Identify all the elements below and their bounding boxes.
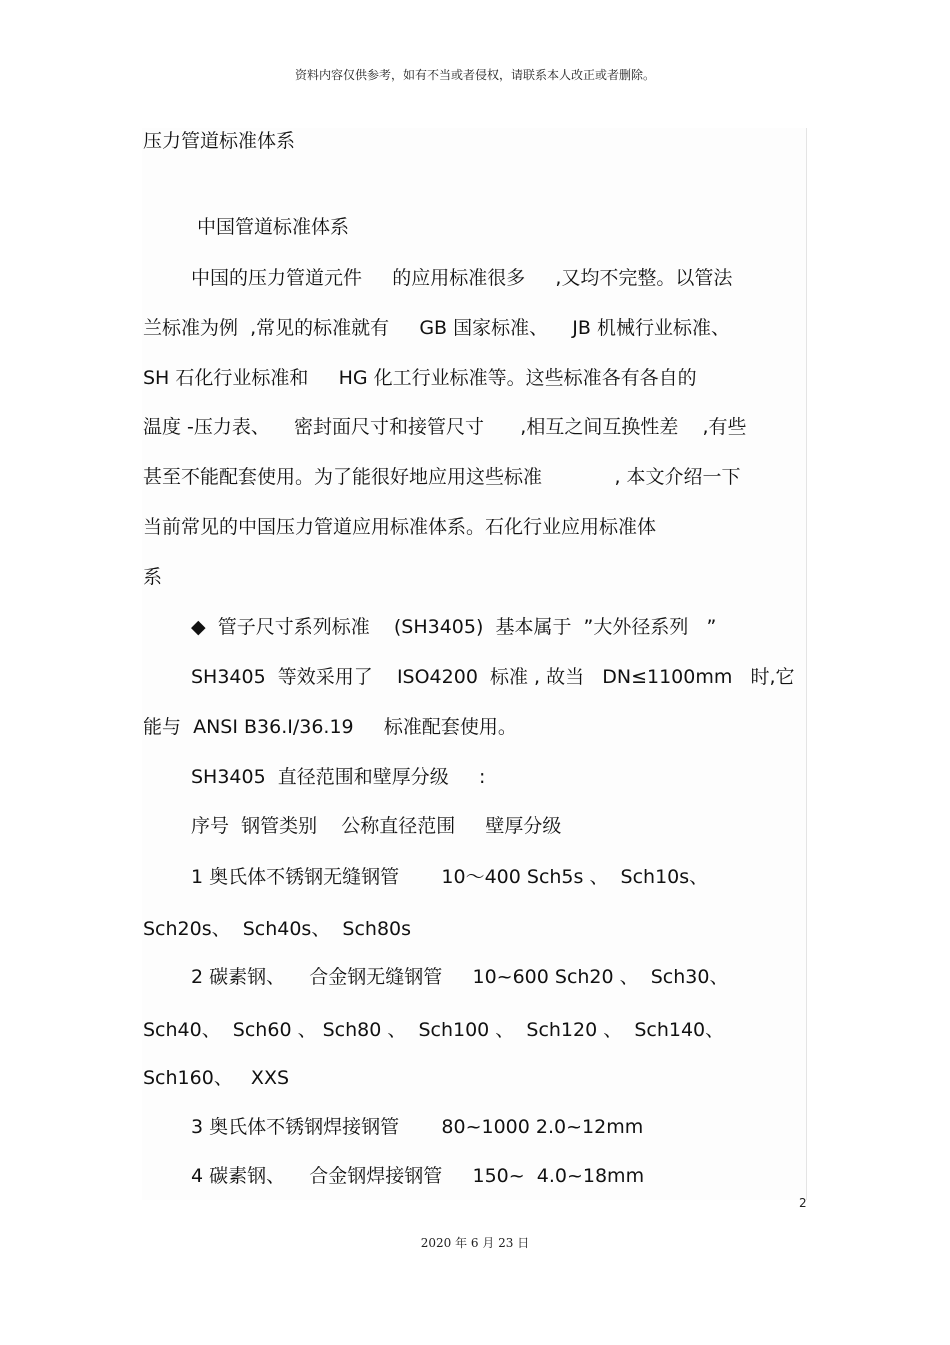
- paragraph-line: SH 石化行业标准和 HG 化工行业标准等。这些标准各有各自的: [143, 367, 697, 389]
- footer-date: 2020 年 6 月 23 日: [420, 1236, 530, 1250]
- paragraph-line: 兰标准为例 ,常见的标准就有 GB 国家标准、 JB 机械行业标准、: [143, 317, 730, 339]
- table-row-line: Sch160、 XXS: [143, 1067, 290, 1089]
- paragraph-line: 能与 ANSI B36.I/36.19 标准配套使用。: [143, 716, 517, 738]
- table-row-line: Sch40、 Sch60 、 Sch80 、 Sch100 、 Sch120 、 Sch140、: [143, 1019, 725, 1041]
- table-header-line: 序号 钢管类别 公称直径范围 壁厚分级: [191, 815, 562, 837]
- paragraph-line: 中国的压力管道元件 的应用标准很多 ,又均不完整。以管法: [191, 267, 733, 289]
- paragraph-line: 温度 -压力表、 密封面尺寸和接管尺寸 ,相互之间互换性差 ,有些: [143, 416, 747, 438]
- table-row-line: 4 碳素钢、 合金钢焊接钢管 150~ 4.0~18mm: [191, 1165, 645, 1187]
- paragraph-line: 系: [143, 566, 163, 588]
- section-heading: 中国管道标准体系: [197, 216, 350, 238]
- paragraph-line: 当前常见的中国压力管道应用标准体系。石化行业应用标准体: [143, 516, 657, 538]
- table-row-line: 2 碳素钢、 合金钢无缝钢管 10~600 Sch20 、 Sch30、: [191, 966, 729, 988]
- paragraph-line: 甚至不能配套使用。为了能很好地应用这些标准 , 本文介绍一下: [143, 466, 741, 488]
- header-disclaimer: 资料内容仅供参考，如有不当或者侵权，请联系本人改正或者删除。: [294, 68, 655, 82]
- doc-title: 压力管道标准体系: [143, 130, 296, 152]
- table-row-line: 1 奥氏体不锈钢无缝钢管 10～400 Sch5s 、 Sch10s、: [191, 866, 709, 888]
- paragraph-line: SH3405 直径范围和壁厚分级 :: [191, 766, 486, 788]
- table-row-line: 3 奥氏体不锈钢焊接钢管 80~1000 2.0~12mm: [191, 1116, 644, 1138]
- bullet-line: ◆ 管子尺寸系列标准 (SH3405) 基本属于 ”大外径系列 ”: [191, 616, 717, 638]
- table-row-line: Sch20s、 Sch40s、 Sch80s: [143, 918, 412, 940]
- page-number: 2: [799, 1196, 807, 1210]
- paragraph-line: SH3405 等效采用了 ISO4200 标准 , 故当 DN≤1100mm 时,它: [191, 666, 795, 688]
